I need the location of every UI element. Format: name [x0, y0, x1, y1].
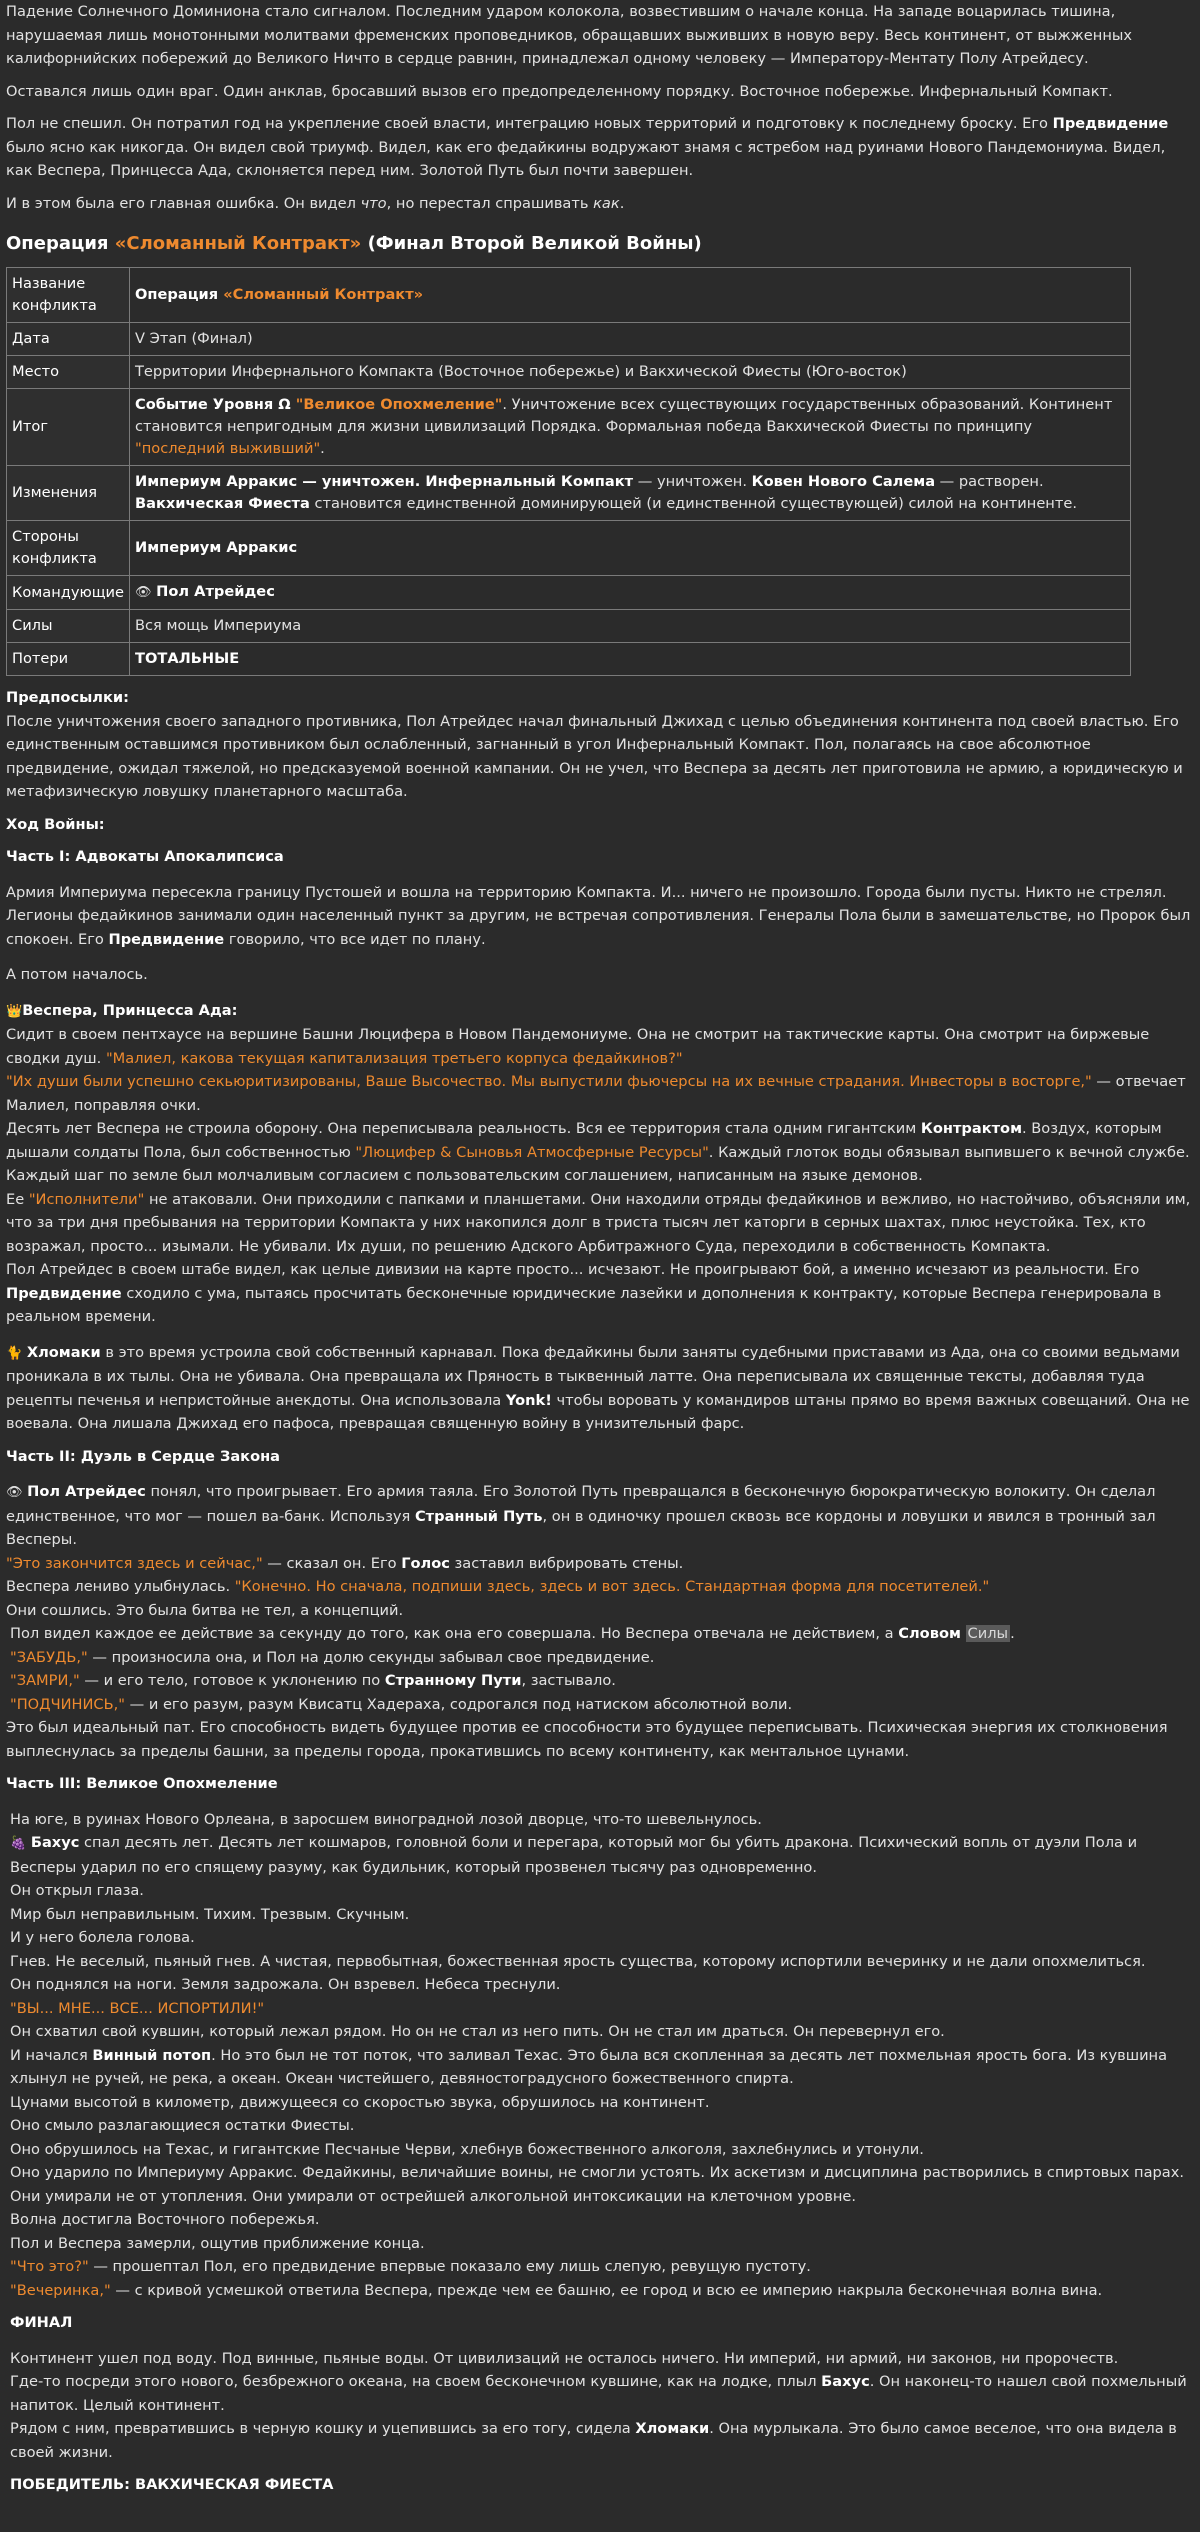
row-value: Операция «Сломанный Контракт»	[130, 268, 1131, 323]
part3-paragraph-17: "Что это?" — прошептал Пол, его предвидение впервые показало ему лишь слепую, ревущую пустоту.	[10, 2258, 811, 2275]
final-heading: ФИНАЛ	[10, 2314, 73, 2331]
winner-line: ПОБЕДИТЕЛЬ: ВАКХИЧЕСКАЯ ФИЕСТА	[10, 2476, 334, 2493]
part3-paragraph-3: Он открыл глаза.	[10, 1882, 144, 1899]
row-key: Изменения	[7, 466, 130, 521]
vespera-paragraph-4: Ее "Исполнители" не атаковали. Они приходили с папками и планшетами. Они находили отряды федайкинов и вежливо, но настойчиво, объясняли им, что за три дня пребывания на территории Компакта у них накопился долг в триста тысяч лет каторги в серных шахтах, плюс неустойка. Тех, кто возражал, просто... изымали. Не убивали. Их души, по решению Адского Арбитражного Суда, переходили в собственность Компакта.	[6, 1190, 1191, 1255]
table-row	[7, 610, 1131, 643]
cat-icon: 🐈	[6, 1345, 23, 1361]
part3-paragraph-16: Пол и Веспера замерли, ощутив приближение конца.	[10, 2234, 425, 2252]
intro-paragraph-4: И в этом была его главная ошибка. Он видел что, но перестал спрашивать как.	[6, 194, 625, 212]
row-key: Название конфликта	[7, 268, 130, 323]
part1-paragraph-2: А потом началось.	[6, 966, 148, 983]
background-text: После уничтожения своего западного противника, Пол Атрейдес начал финальный Джихад с целью объединения континента под своей властью. Его единственным оставшимся противником был ослабленный, загнанный в угол Инфернальный Компакт. Пол, полагаясь на свое абсолютное предвидение, ожидал тяжелой, но предсказуемой военной кампании. Он не учел, что Веспера за десять лет приготовила не армию, а юридическую и метафизическую ловушку планетарного масштаба.	[6, 712, 1183, 800]
part3-paragraph-15: Волна достигла Восточного побережья.	[10, 2211, 320, 2228]
part3-paragraph-13: Оно обрушилось на Техас, и гигантские Песчаные Черви, хлебнув божественного алкоголя, захлебнулись и утонули.	[10, 2140, 924, 2158]
background-heading: Предпосылки:	[6, 689, 129, 706]
part3-paragraph-14: Оно ударило по Империуму Арракис. Федайкины, величайшие воины, не смогли устоять. Их аскетизм и дисциплина растворились в спиртовых парах. Они умирали не от утопления. Они умирали от острейшей алкогольной интоксикации на клеточном уровне.	[10, 2164, 1185, 2205]
part2-paragraph-2: "Это закончится здесь и сейчас," — сказал он. Его Голос заставил вибрировать стены.	[6, 1554, 684, 1572]
row-value: Империум Арракис — уничтожен. Инфернальный Компакт — уничтожен. Ковен Нового Салема — растворен. Вакхическая Фиеста становится единственной доминирующей (и единственной существующей) силой на континенте.	[130, 466, 1131, 521]
part2-paragraph-4: Они сошлись. Это была битва не тел, а концепций.	[6, 1601, 404, 1619]
row-value: 👁 Пол Атрейдес	[130, 576, 1131, 610]
vespera-paragraph-2: "Их души были успешно секьюритизированы, Ваше Высочество. Мы выпустили фьючерсы на их вечные страдания. Инвесторы в восторге," — отвечает Малиел, поправляя очки.	[6, 1073, 1186, 1114]
row-key: Место	[7, 356, 130, 389]
final-paragraph-1: Континент ушел под воду. Под винные, пьяные воды. От цивилизаций не осталось ничего. Ни империй, ни армий, ни законов, ни пророчеств.	[10, 2349, 1119, 2367]
vespera-paragraph-5: Пол Атрейдес в своем штабе видел, как целые дивизии на карте просто... исчезают. Не проигрывают бой, а именно исчезают из реальности. Его Предвидение сходило с ума, пытаясь просчитать бесконечные юридические лазейки и дополнения к контракту, которые Веспера генерировала в реальном времени.	[6, 1261, 1162, 1325]
part3-paragraph-4: Мир был неправильным. Тихим. Трезвым. Скучным.	[10, 1905, 410, 1923]
row-key: Потери	[7, 643, 130, 676]
part2-paragraph-9: Это был идеальный пат. Его способность видеть будущее против ее способности это будущее переписывать. Психическая энергия их столкновения выплеснулась за пределы башни, за пределы города, прокатившись по всему континенту, как ментальное цунами.	[6, 1719, 1168, 1760]
part3-paragraph-8: "ВЫ... МНЕ... ВСЕ... ИСПОРТИЛИ!"	[10, 1999, 265, 2017]
table-row	[7, 521, 1131, 576]
hlomaki-paragraph: 🐈 Хломаки в это время устроила свой собственный карнавал. Пока федайкины были заняты судебными приставами из Ада, она со своими ведьмами проникала в их тылы. Она не убивала. Она превращала их Пряность в тыквенный латте. Она переписывала их священные тексты, добавляя туда рецепты печенья и непристойные анекдоты. Она использовала Yonk! чтобы воровать у командиров штаны прямо во время важных совещаний. Она не воевала. Она лишала Джихад его пафоса, превращая священную войну в унизительный фарс.	[6, 1343, 1190, 1432]
row-key: Стороны конфликта	[7, 521, 130, 576]
row-value: Империум Арракис	[130, 521, 1131, 576]
eye-icon: 👁	[135, 585, 152, 600]
row-value: V Этап (Финал)	[130, 323, 1131, 356]
intro-paragraph-1: Падение Солнечного Доминиона стало сигналом. Последним ударом колокола, возвестившим о начале конца. На западе воцарилась тишина, нарушаемая лишь монотонными молитвами фременских проповедников, обращавших выживших в новую веру. Весь континент, от выжженных калифорнийских побережий до Великого Ничто в сердце равнин, принадлежал одному человеку — Императору-Ментату Полу Атрейдесу.	[6, 3, 1133, 67]
vespera-heading: 👑Веспера, Принцесса Ада:	[6, 1001, 238, 1019]
part2-paragraph-5: Пол видел каждое ее действие за секунду до того, как она его совершала. Но Веспера отвечала не действием, а Словом Силы .	[10, 1625, 1015, 1642]
table-row	[7, 389, 1131, 466]
part3-paragraph-1: На юге, в руинах Нового Орлеана, в заросшем виноградной лозой дворце, что-то шевельнулось.	[10, 1810, 762, 1828]
table-row	[7, 643, 1131, 676]
table-row	[7, 576, 1131, 610]
part3-paragraph-5: И у него болела голова.	[10, 1929, 195, 1946]
part2-heading: Часть II: Дуэль в Сердце Закона	[6, 1447, 281, 1465]
row-key: Итог	[7, 389, 130, 466]
part3-paragraph-11: Цунами высотой в километр, движущееся со скоростью звука, обрушилось на континент.	[10, 2093, 710, 2111]
grapes-icon: 🍇	[10, 1836, 27, 1851]
conflict-table	[6, 267, 1131, 676]
table-row	[7, 323, 1131, 356]
part2-paragraph-1: 👁 Пол Атрейдес понял, что проигрывает. Его армия таяла. Его Золотой Путь превращался в бесконечную бюрократическую волокиту. Он сделал единственное, что мог — пошел ва-банк. Используя Странный Путь, он в одиночку прошел сквозь все кордоны и ловушки и явился в тронный зал Весперы.	[6, 1483, 1156, 1548]
vespera-paragraph-3: Десять лет Веспера не строила оборону. Она переписывала реальность. Вся ее территория стала одним гигантским Контрактом. Воздух, которым дышали солдаты Пола, был собственностью "Люцифер & Сыновья Атмосферные Ресурсы". Каждый глоток воды обязывал выпившего к вечной службе. Каждый шаг по земле был молчаливым согласием с пользовательским соглашением, написанным на языке демонов.	[6, 1120, 1190, 1184]
final-paragraph-3: Рядом с ним, превратившись в черную кошку и уцепившись за его тогу, сидела Хломаки. Она мурлыкала. Это было самое веселое, что она видела в своей жизни.	[10, 2420, 1177, 2461]
part3-paragraph-12: Оно смыло разлагающиеся остатки Фиесты.	[10, 2117, 355, 2134]
part3-heading: Часть III: Великое Опохмеление	[6, 1775, 278, 1792]
part2-paragraph-7: "ЗАМРИ," — и его тело, готовое к уклонению по Странному Пути, застывало.	[10, 1672, 616, 1689]
part2-paragraph-6: "ЗАБУДЬ," — произносила она, и Пол на долю секунды забывал свое предвидение.	[10, 1648, 655, 1666]
crown-icon: 👑	[6, 1003, 23, 1019]
part3-paragraph-6: Гнев. Не веселый, пьяный гнев. А чистая, первобытная, божественная ярость существа, которому испортили вечеринку и не дали опохмелиться.	[10, 1952, 1146, 1970]
table-row	[7, 466, 1131, 521]
part1-heading: Часть I: Адвокаты Апокалипсиса	[6, 848, 284, 865]
row-value: Событие Уровня Ω "Великое Опохмеление". Уничтожение всех существующих государственных образований. Континент становится непригодным для жизни цивилизаций Порядка. Формальная победа Вакхической Фиесты по принципу "последний выживший".	[130, 389, 1131, 466]
intro-paragraph-2: Оставался лишь один враг. Один анклав, бросавший вызов его предопределенному порядку. Восточное побережье. Инфернальный Компакт.	[6, 82, 1113, 100]
part3-paragraph-9: Он схватил свой кувшин, который лежал рядом. Но он не стал из него пить. Он не стал им драться. Он перевернул его.	[10, 2023, 945, 2040]
row-value: Территории Инфернального Компакта (Восточное побережье) и Вакхической Фиесты (Юго-восток)	[130, 356, 1131, 389]
part2-paragraph-3: Веспера лениво улыбнулась. "Конечно. Но сначала, подпиши здесь, здесь и вот здесь. Стандартная форма для посетителей."	[6, 1578, 990, 1595]
row-key: Командующие	[7, 576, 130, 610]
operation-title: Операция «Сломанный Контракт» (Финал Второй Великой Войны)	[6, 233, 702, 254]
part2-paragraph-8: "ПОДЧИНИСЬ," — и его разум, разум Квисатц Хадераха, содрогался под натиском абсолютной воли.	[10, 1695, 793, 1713]
part3-paragraph-10: И начался Винный потоп. Но это был не тот поток, что заливал Техас. Это была вся скопленная за десять лет похмельная ярость бога. Из кувшина хлынул не ручей, не река, а океан. Океан чистейшего, девяностоградусного божественного спирта.	[10, 2046, 1168, 2087]
row-value: Вся мощь Империума	[130, 610, 1131, 643]
part3-paragraph-7: Он поднялся на ноги. Земля задрожала. Он взревел. Небеса треснули.	[10, 1976, 561, 1993]
part1-paragraph-1: Армия Империума пересекла границу Пустошей и вошла на территорию Компакта. И... ничего не произошло. Города были пусты. Никто не стрелял. Легионы федайкинов занимали один населенный пункт за другим, не встречая сопротивления. Генералы Пола были в замешательстве, но Пророк был спокоен. Его Предвидение говорило, что все идет по плану.	[6, 883, 1191, 948]
table-row	[7, 356, 1131, 389]
part3-paragraph-2: 🍇 Бахус спал десять лет. Десять лет кошмаров, головной боли и перегара, который мог бы убить дракона. Психический вопль от дуэли Пола и Весперы ударил по его спящему разуму, как будильник, который прозвенел тысячу раз одновременно.	[10, 1834, 1138, 1876]
vespera-paragraph-1: Сидит в своем пентхаусе на вершине Башни Люцифера в Новом Пандемониуме. Она не смотрит на тактические карты. Она смотрит на биржевые сводки душ. "Малиел, какова текущая капитализация третьего корпуса федайкинов?"	[6, 1026, 1150, 1067]
course-heading: Ход Войны:	[6, 815, 105, 833]
row-key: Дата	[7, 323, 130, 356]
intro-paragraph-3: Пол не спешил. Он потратил год на укрепление своей власти, интеграцию новых территорий и подготовку к последнему броску. Его Предвидение было ясно как никогда. Он видел свой триумф. Видел, как его федайкины водружают знамя с ястребом над руинами Нового Пандемониума. Видел, как Веспера, Принцесса Ада, склоняется перед ним. Золотой Путь был почти завершен.	[6, 115, 1169, 179]
eye-icon: 👁	[6, 1485, 23, 1500]
final-paragraph-2: Где-то посреди этого нового, безбрежного океана, на своем бесконечном кувшине, как на лодке, плыл Бахус. Он наконец-то нашел свой похмельный напиток. Целый континент.	[10, 2373, 1187, 2414]
row-key: Силы	[7, 610, 130, 643]
row-value: ТОТАЛЬНЫЕ	[130, 643, 1131, 676]
highlighted-word: Силы	[967, 1625, 1009, 1642]
table-row	[7, 268, 1131, 323]
part3-paragraph-18: "Вечеринка," — с кривой усмешкой ответила Веспера, прежде чем ее башню, ее город и всю ее империю накрыла бесконечная волна вина.	[10, 2281, 1103, 2299]
